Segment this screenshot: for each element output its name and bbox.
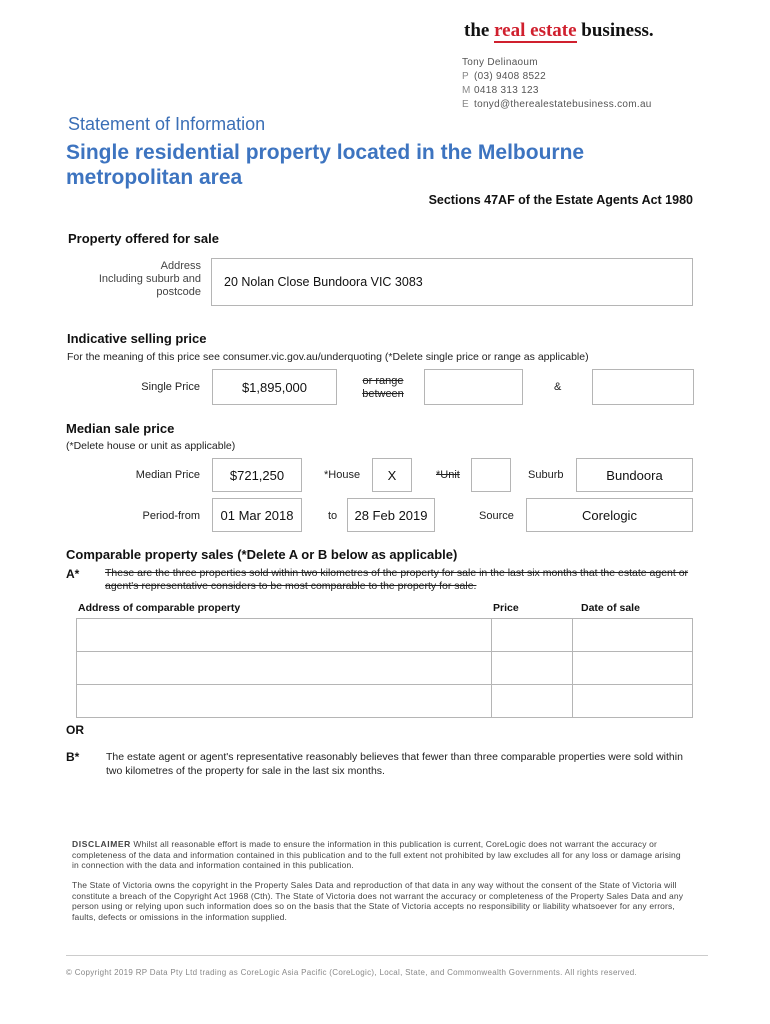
logo-text-red: real estate (494, 20, 577, 41)
comp-address-cell[interactable] (77, 652, 492, 685)
comp-date-cell[interactable] (573, 652, 693, 685)
disclaimer-paragraph-1: DISCLAIMER Whilst all reasonable effort is made to ensure the information in this publication is current, CoreLogic does not warrant the accuracy or completeness of the data and information contained in this publication and to the full extent not prohibited by law excludes all for any loss or damage arising in connection with the data and information contained in this publication. (72, 839, 681, 870)
agent-phone: P (03) 9408 8522 (462, 71, 547, 82)
period-to-field[interactable] (347, 498, 435, 532)
median-heading: Median sale price (66, 421, 175, 436)
median-price-value: $721,250 (229, 467, 285, 483)
comp-price-cell[interactable] (492, 685, 573, 718)
comparable-table (76, 618, 693, 718)
option-b-text: The estate agent or agent's representative reasonably believes that fewer than three comparable properties were sold within two kilometres of the property for sale in the last six months. (106, 751, 683, 777)
address-value: 20 Nolan Close Bundoora VIC 3083 (224, 275, 423, 289)
agent-contact (462, 56, 652, 112)
page-title: Single residential property located in the Melbourne metropolitan area (66, 141, 585, 189)
comp-address-cell[interactable] (77, 619, 492, 652)
address-label: Address Including suburb and postcode (98, 260, 201, 298)
period-from-field[interactable] (212, 498, 302, 532)
disclaimer-paragraph-2: The State of Victoria owns the copyright in the Property Sales Data and reproduction of that data in any way without the consent of the State of Victoria will constitute a breach of the Copyright Act 1968 (Cth). The State of Victoria does not warrant the accuracy or completeness of the Property Sales Data and any person using or relying upon such information does so on the basis that the State of Victoria accepts no responsibility or liability whatsoever for any errors, faults, defects or omissions in the information supplied. (72, 880, 684, 922)
logo-text-pre: the (464, 20, 495, 41)
comp-date-cell[interactable] (573, 619, 693, 652)
source-value: Corelogic (582, 507, 637, 523)
col-price-header: Price (493, 602, 519, 614)
property-heading: Property offered for sale (68, 231, 219, 246)
period-from-value: 01 Mar 2018 (220, 507, 294, 523)
or-label: OR (66, 723, 84, 737)
indicative-heading: Indicative selling price (67, 331, 207, 346)
table-row (77, 685, 693, 718)
house-checkbox[interactable] (372, 458, 412, 492)
comp-address-cell[interactable] (77, 685, 492, 718)
disclaimer-label: DISCLAIMER (72, 839, 131, 849)
statement-title: Statement of Information (68, 114, 266, 134)
footer-divider (66, 955, 708, 956)
unit-checkbox[interactable] (471, 458, 511, 492)
comp-date-cell[interactable] (573, 685, 693, 718)
source-field[interactable] (526, 498, 693, 532)
col-address-header: Address of comparable property (78, 602, 241, 614)
house-mark: X (387, 467, 397, 483)
or-range-label: or range between (362, 375, 404, 400)
range-amp: & (554, 381, 562, 393)
option-b-label: B* (66, 750, 80, 764)
median-note: (*Delete house or unit as applicable) (66, 440, 236, 452)
agent-mobile: M 0418 313 123 (462, 85, 539, 96)
single-price-field[interactable] (212, 369, 337, 405)
agent-email[interactable]: E tonyd@therealestatebusiness.com.au (462, 99, 652, 110)
table-row (77, 619, 693, 652)
median-price-label: Median Price (135, 469, 200, 481)
comp-price-cell[interactable] (492, 652, 573, 685)
option-a-label: A* (66, 567, 80, 581)
source-label: Source (479, 510, 514, 522)
range-high-field[interactable] (592, 369, 694, 405)
single-price-label: Single Price (141, 381, 200, 393)
col-date-header: Date of sale (581, 602, 640, 614)
agent-name: Tony Delinaoum (462, 57, 538, 68)
median-price-field[interactable] (212, 458, 302, 492)
logo-text-post: business. (576, 20, 654, 41)
range-low-field[interactable] (424, 369, 523, 405)
suburb-field[interactable] (576, 458, 693, 492)
indicative-note: For the meaning of this price see consumer.vic.gov.au/underquoting (*Delete single price or range as applicable) (67, 351, 589, 363)
suburb-label: Suburb (528, 469, 564, 481)
period-to-value: 28 Feb 2019 (354, 507, 428, 523)
table-row (77, 652, 693, 685)
to-label: to (328, 510, 338, 522)
comparable-heading: Comparable property sales (*Delete A or B below as applicable) (66, 547, 458, 562)
period-from-label: Period-from (142, 510, 200, 522)
comp-price-cell[interactable] (492, 619, 573, 652)
suburb-value: Bundoora (606, 467, 663, 483)
option-a-text: These are the three properties sold within two kilometres of the property for sale in the last six months that the estate agent or agent's representative considers to be most comparable to the property for sale. (105, 567, 689, 592)
brand-logo (464, 20, 654, 42)
unit-label: *Unit (436, 469, 460, 481)
address-field[interactable] (211, 258, 693, 306)
single-price-value: $1,895,000 (241, 379, 308, 395)
house-label: *House (324, 469, 361, 481)
copyright-footer: © Copyright 2019 RP Data Pty Ltd trading as CoreLogic Asia Pacific (CoreLogic), Local, State, and Commonwealth Governments. All rights reserved. (66, 968, 637, 977)
act-reference: Sections 47AF of the Estate Agents Act 1980 (428, 193, 693, 207)
